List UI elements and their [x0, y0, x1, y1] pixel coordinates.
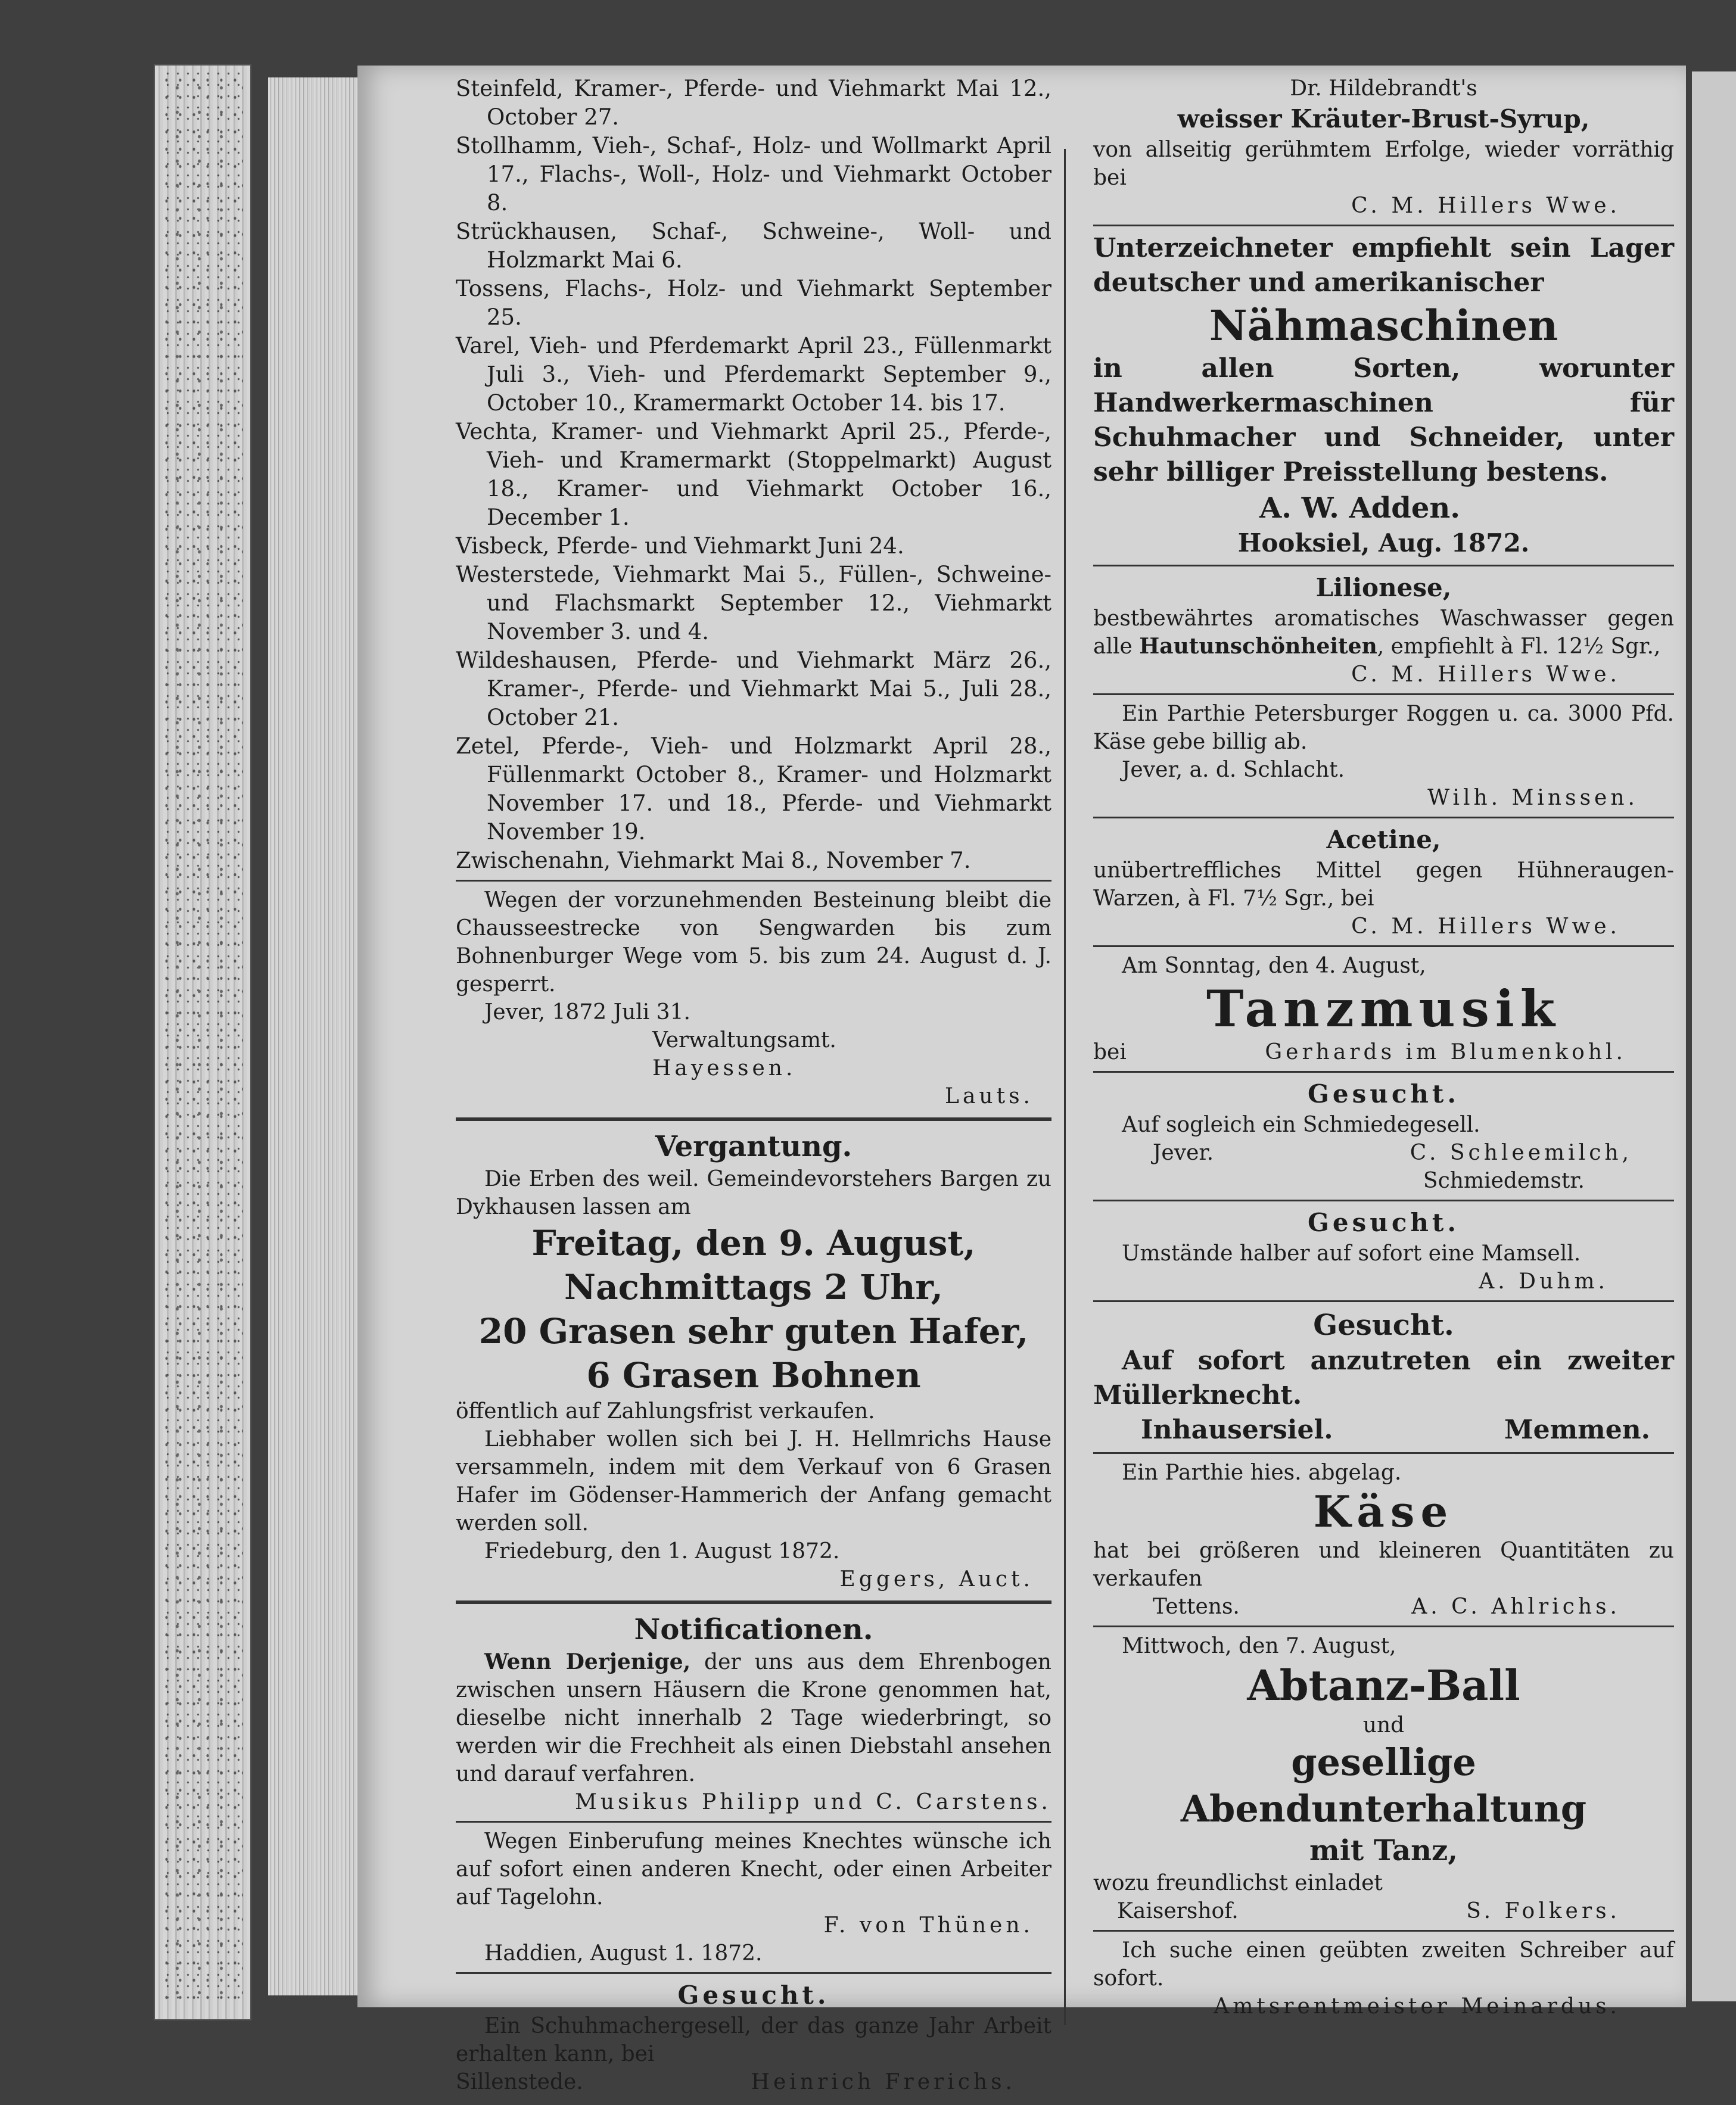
rye-signature: Wilh. Minssen. — [1427, 786, 1638, 810]
divider — [1093, 1626, 1674, 1627]
ball-date: Mittwoch, den 7. August, — [1122, 1634, 1396, 1658]
sewing-text: in allen Sorten, worunter Handwerkermaschinen für Schuhmacher und Schneider, unter sehr billiger Preisstellung bestens. — [1093, 353, 1674, 487]
farmhand-text: Wegen Einberufung meines Knechtes wünsche ich auf sofort einen anderen Knecht, oder einen Arbeiter auf Tagelohn. — [456, 1829, 1051, 1910]
market-entry: Westerstede, Viehmarkt Mai 5., Füllen-, Schweine- und Flachsmarkt September 12., Viehmarkt November 3. und 4. — [456, 562, 1051, 644]
lilionese-bold: Hautunschönheiten — [1139, 634, 1377, 659]
notice-signature: Hayessen. — [652, 1056, 797, 1080]
smith-footer — [1093, 1139, 1674, 1167]
notification-text — [456, 1648, 1051, 1788]
dance-bei: bei — [1093, 1040, 1127, 1064]
syrup-signature: C. M. Hillers Wwe. — [1351, 194, 1620, 218]
auction-time: Nachmittags 2 Uhr, — [564, 1267, 943, 1307]
smith-text: Auf sogleich ein Schmiedegesell. — [1122, 1113, 1480, 1137]
ball-signature: S. Folkers. — [1466, 1899, 1620, 1923]
column-divider — [1064, 149, 1066, 2025]
notice-office: Verwaltungsamt. — [652, 1028, 836, 1052]
notification-lead: Wenn Derjenige, — [484, 1649, 691, 1674]
divider — [456, 1821, 1051, 1823]
farmhand-place-date: Haddien, August 1. 1872. — [484, 1941, 763, 1966]
syrup-maker: Dr. Hildebrandt's — [1290, 76, 1477, 101]
syrup-product: weisser Kräuter-Brust-Syrup, — [1177, 104, 1590, 133]
divider — [1093, 1200, 1674, 1201]
shoemaker-place: Sillenstede. — [456, 2070, 583, 2094]
road-closure-notice — [456, 886, 1051, 1110]
smith-wanted-ad — [1093, 1078, 1674, 1195]
notification-signature: Musikus Philipp und C. Carstens. — [574, 1790, 1051, 1814]
market-entry: Varel, Vieh- und Pferdemarkt April 23., Füllenmarkt Juli 3., Vieh- und Pferdemarkt September 9., October 10., Kramermarkt October 14. bis 17. — [456, 333, 1051, 416]
rye-place: Jever, a. d. Schlacht. — [1122, 758, 1345, 782]
divider — [1093, 1452, 1674, 1454]
auction-place-date: Friedeburg, den 1. August 1872. — [484, 1539, 840, 1564]
lilionese-text — [1093, 605, 1674, 661]
market-entry: Wildeshausen, Pferde- und Viehmarkt März 26., Kramer-, Pferde- und Viehmarkt Mai 5., Juli 28., October 21. — [456, 647, 1051, 730]
maid-wanted-ad — [1093, 1206, 1674, 1296]
divider — [1093, 817, 1674, 818]
lilionese-signature: C. M. Hillers Wwe. — [1351, 662, 1620, 687]
cheese-signature: A. C. Ahlrichs. — [1411, 1595, 1620, 1619]
auction-intro: Die Erben des weil. Gemeindevorstehers Bargen zu Dykhausen lassen am — [456, 1167, 1051, 1219]
cheese-title: Käse — [1313, 1486, 1454, 1537]
shoemaker-notice — [456, 1979, 1051, 2096]
shoemaker-title: Gesucht. — [677, 1981, 830, 2010]
auction-item: 20 Grasen sehr guten Hafer, — [478, 1311, 1029, 1352]
facing-page-edge — [1692, 71, 1736, 2001]
ball-footer — [1093, 1897, 1674, 1925]
clerk-wanted-ad — [1093, 1936, 1674, 2020]
divider — [1093, 945, 1674, 947]
market-entry: Tossens, Flachs-, Holz- und Viehmarkt September 25. — [456, 276, 1051, 330]
auction-terms: öffentlich auf Zahlungsfrist verkaufen. — [456, 1399, 875, 1424]
cheese-intro: Ein Parthie hies. abgelag. — [1122, 1461, 1402, 1485]
maid-text: Umstände halber auf sofort eine Mamsell. — [1122, 1241, 1581, 1266]
rye-ad — [1093, 700, 1674, 812]
acetine-text: unübertreffliches Mittel gegen Hühneraugen-Warzen, à Fl. 7½ Sgr., bei — [1093, 858, 1674, 911]
dance-venue: Gerhards im Blumenkohl. — [1265, 1040, 1626, 1064]
auction-signature: Eggers, Auct. — [839, 1567, 1034, 1592]
ball-ad — [1093, 1632, 1674, 1925]
ball-subtitle-2: mit Tanz, — [1309, 1834, 1458, 1867]
lilionese-ad — [1093, 571, 1674, 689]
divider — [1093, 565, 1674, 566]
miller-text: Auf sofort anzutreten ein zweiter Müllerknecht. — [1093, 1346, 1674, 1410]
dance-music-ad — [1093, 952, 1674, 1066]
auction-notice — [456, 1128, 1051, 1593]
market-entry: Zwischenahn, Viehmarkt Mai 8., November 7. — [456, 848, 971, 873]
cheese-place: Tettens. — [1153, 1595, 1240, 1619]
smith-title-line: Schmiedemstr. — [1423, 1169, 1585, 1193]
ball-place: Kaisershof. — [1117, 1899, 1239, 1923]
shoemaker-signature: Heinrich Frerichs. — [751, 2070, 1016, 2094]
miller-title: Gesucht. — [1313, 1309, 1454, 1342]
market-entry: Steinfeld, Kramer-, Pferde- und Viehmarkt Mai 12., October 27. — [456, 76, 1051, 130]
auction-item: 6 Grasen Bohnen — [586, 1355, 921, 1396]
syrup-ad — [1093, 74, 1674, 220]
sewing-machine-ad — [1093, 231, 1674, 560]
divider — [456, 1972, 1051, 1974]
syrup-text: von allseitig gerühmtem Erfolge, wieder vorräthig bei — [1093, 138, 1674, 190]
cheese-ad — [1093, 1459, 1674, 1621]
ball-und: und — [1362, 1713, 1405, 1737]
market-entry: Strückhausen, Schaf-, Schweine-, Woll- und Holzmarkt Mai 6. — [456, 219, 1051, 273]
lilionese-title: Lilionese, — [1315, 573, 1452, 602]
cheese-footer — [1093, 1593, 1674, 1621]
notification-body: der uns aus dem Ehrenbogen zwischen unsern Häusern die Krone genommen hat, dieselbe nicht innerhalb 2 Tage wiederbringt, so werden wir die Frechheit als einen Diebstahl ansehen und darauf verfahren. — [456, 1650, 1051, 1786]
divider — [1093, 1930, 1674, 1932]
sewing-intro: Unterzeichneter empfiehlt sein Lager deutscher und amerikanischer — [1093, 233, 1674, 298]
divider — [456, 880, 1051, 882]
ball-title: Abtanz-Ball — [1247, 1661, 1520, 1710]
miller-signature: Memmen. — [1504, 1415, 1650, 1445]
market-entry: Visbeck, Pferde- und Viehmarkt Juni 24. — [456, 533, 904, 559]
acetine-ad — [1093, 823, 1674, 941]
divider — [1093, 1300, 1674, 1302]
market-list — [456, 74, 1051, 875]
miller-wanted-ad — [1093, 1307, 1674, 1447]
cheese-text: hat bei größeren und kleineren Quantitäten zu verkaufen — [1093, 1539, 1674, 1591]
rye-text: Ein Parthie Petersburger Roggen u. ca. 3000 Pfd. Käse gebe billig ab. — [1093, 702, 1674, 754]
maid-signature: A. Duhm. — [1479, 1269, 1609, 1294]
divider — [1093, 693, 1674, 695]
notice-place-date: Jever, 1872 Juli 31. — [484, 1000, 690, 1025]
farmhand-signature: F. von Thünen. — [823, 1913, 1034, 1938]
shoemaker-footer — [456, 2068, 1051, 2096]
sewing-place-date: Hooksiel, Aug. 1872. — [1237, 528, 1530, 558]
miller-place: Inhausersiel. — [1141, 1415, 1333, 1445]
clerk-text: Ich suche einen geübten zweiten Schreiber auf sofort. — [1093, 1938, 1674, 1991]
notification-title: Notificationen. — [634, 1613, 873, 1646]
auction-date: Freitag, den 9. August, — [531, 1223, 976, 1263]
market-entry: Vechta, Kramer- und Viehmarkt April 25., Pferde-, Vieh- und Kramermarkt (Stoppelmarkt) August 18., Kramer- und Viehmarkt October 16., December 1. — [456, 419, 1051, 530]
divider — [456, 1117, 1051, 1121]
notice-text: Wegen der vorzunehmenden Besteinung bleibt die Chausseestrecke von Sengwarden bis zum Bohnenburger Wege vom 5. bis zum 24. August d. J. gesperrt. — [456, 888, 1051, 997]
divider — [456, 1600, 1051, 1604]
ball-subtitle: gesellige Abendunterhaltung — [1180, 1740, 1587, 1830]
divider — [1093, 225, 1674, 226]
notice-signature: Lauts. — [945, 1084, 1034, 1108]
auction-body: Liebhaber wollen sich bei J. H. Hellmrichs Hause versammeln, indem mit dem Verkauf von 6 Grasen Hafer im Gödenser-Hammerich der Anfang gemacht werden soll. — [456, 1427, 1051, 1536]
page-stack-edge — [268, 77, 357, 1995]
market-entry: Zetel, Pferde-, Vieh- und Holzmarkt April 28., Füllenmarkt October 8., Kramer- und Holzmarkt November 17. und 18., Pferde- und Viehmarkt November 19. — [456, 733, 1051, 845]
sewing-signature: A. W. Adden. — [1259, 491, 1461, 525]
notification-notice — [456, 1611, 1051, 1816]
dance-date: Am Sonntag, den 4. August, — [1122, 954, 1426, 978]
dance-location — [1093, 1038, 1674, 1066]
farmhand-notice — [456, 1827, 1051, 1967]
clerk-signature: Amtsrentmeister Meinardus. — [1214, 1994, 1620, 2019]
lilionese-price: , empfiehlt à Fl. 12½ Sgr., — [1377, 634, 1661, 659]
dance-title: Tanzmusik — [1206, 979, 1561, 1038]
ball-invite: wozu freundlichst einladet — [1093, 1871, 1383, 1895]
auction-title: Vergantung. — [655, 1130, 853, 1163]
market-entry: Stollhamm, Vieh-, Schaf-, Holz- und Wollmarkt April 17., Flachs-, Woll-, Holz- und Viehmarkt October 8. — [456, 133, 1051, 216]
smith-signature: C. Schleemilch, — [1410, 1141, 1632, 1165]
marbled-edge — [160, 71, 243, 2007]
acetine-signature: C. M. Hillers Wwe. — [1351, 914, 1620, 939]
shoemaker-text: Ein Schuhmachergesell, der das ganze Jahr Arbeit erhalten kann, bei — [456, 2014, 1051, 2066]
right-column — [1093, 74, 1674, 2020]
miller-footer — [1093, 1413, 1674, 1447]
left-column — [456, 74, 1051, 2096]
maid-title: Gesucht. — [1308, 1208, 1460, 1237]
sewing-product: Nähmaschinen — [1209, 301, 1558, 350]
smith-title: Gesucht. — [1308, 1079, 1460, 1108]
smith-place: Jever. — [1153, 1141, 1214, 1165]
acetine-title: Acetine, — [1326, 825, 1441, 854]
divider — [1093, 1071, 1674, 1073]
lilionese-text-start: bestbewährtes aromatisches Waschwasser gegen alle — [1093, 606, 1674, 659]
